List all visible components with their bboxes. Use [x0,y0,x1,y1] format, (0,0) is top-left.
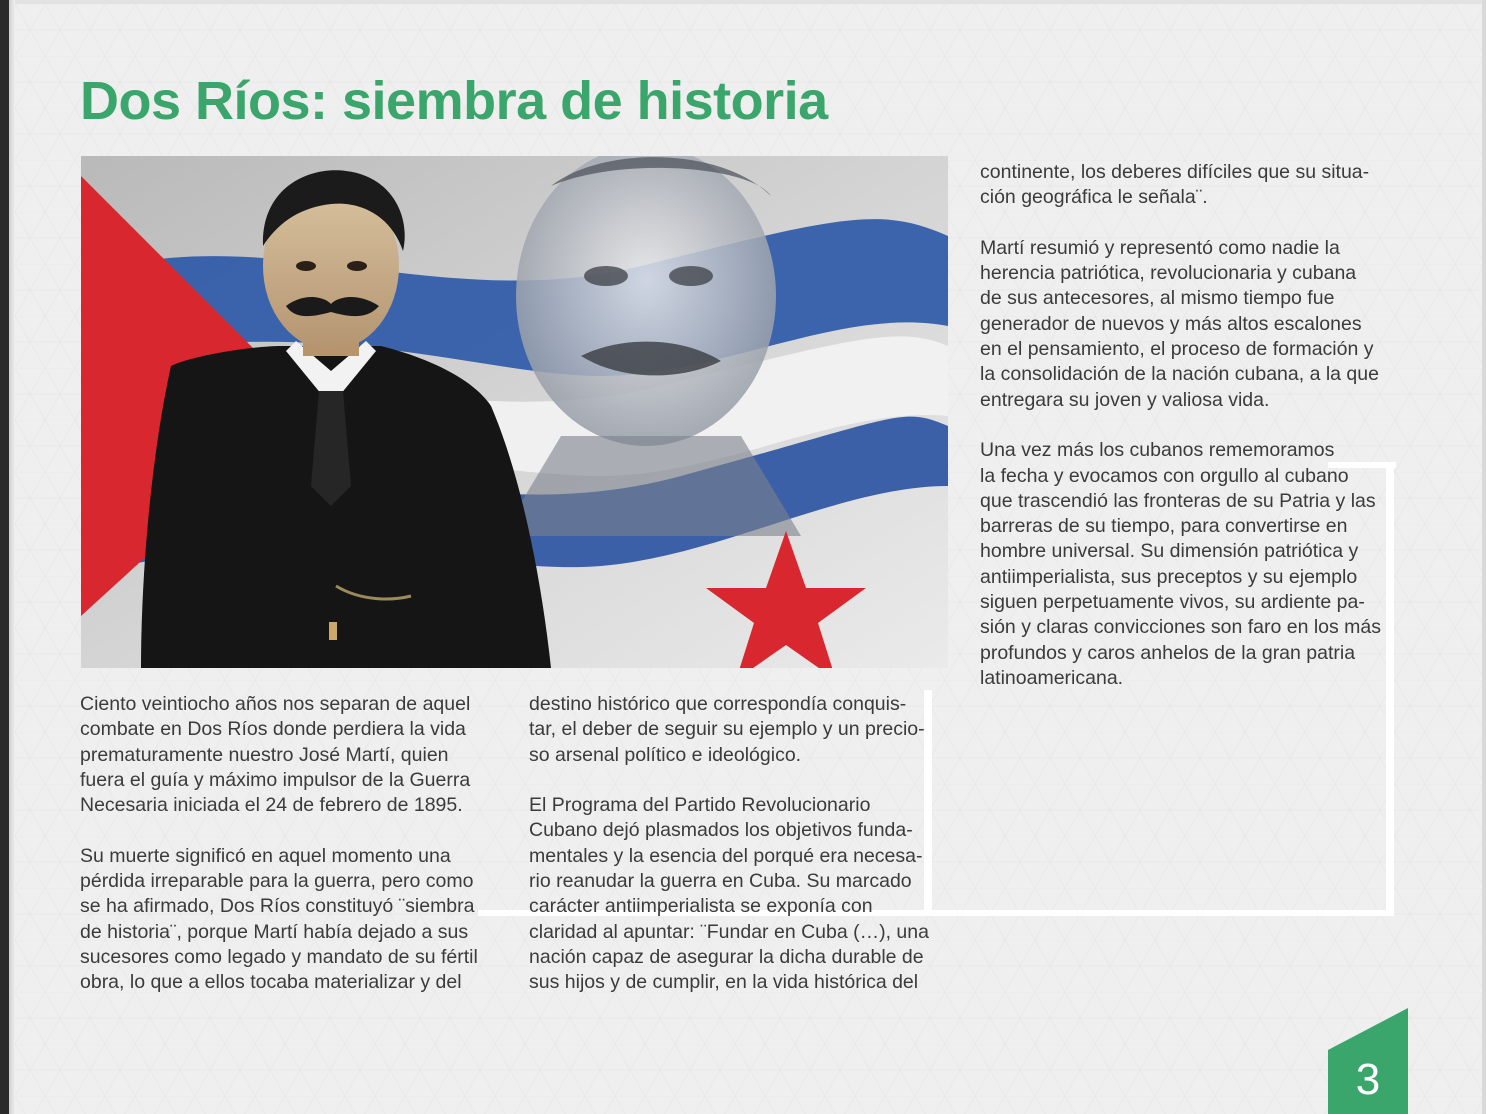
paragraph: destino histórico que correspondía conquis- tar, el deber de seguir su ejemplo y un precio- so arsenal político e ideológico. [529,693,925,766]
text-column-3 [980,160,1420,691]
paragraph: Martí resumió y representó como nadie la herencia patriótica, revolucionaria y cubana de sus antecesores, al mismo tiempo fue generador de nuevos y más altos escalones en el pensamiento, el proceso de formación y la consolidación de la nación cubana, a la que entregara su joven y valiosa vida. [980,236,1379,411]
jose-marti-flag-image [81,156,948,668]
paragraph: Ciento veintiocho años nos separan de aquel combate en Dos Ríos donde perdiera la vida prematuramente nuestro José Martí, quien fuera el guía y máximo impulsor de la Guerra Necesaria iniciada el 24 de febrero de 1895. [80,693,471,817]
page-number: 3 [1355,1055,1381,1104]
flag-portrait-illustration [81,156,948,668]
page-title: Dos Ríos: siembra de historia [80,71,828,131]
paragraph: continente, los deberes difíciles que su situa- ción geográfica le señala¨. [980,161,1370,209]
paragraph: El Programa del Partido Revolucionario Cubano dejó plasmados los objetivos funda- mentales y la esencia del porqué era necesa- rio reanudar la guerra en Cuba. Su marcado carácter antiimperialista se exponía con claridad al apuntar: ¨Fundar en Cuba (…), una nación capaz de asegurar la dicha durable de sus hijos y de cumplir, en la vida histórica del [529,794,929,994]
text-column-1 [80,692,520,996]
text-column-2 [529,692,969,996]
binding-spine [0,0,9,1114]
paragraph: Su muerte significó en aquel momento una pérdida irreparable para la guerra, pero como se ha afirmado, Dos Ríos constituyó ¨siembra de historia¨, porque Martí había dejado a sus sucesores como legado y mandato de su fértil obra, lo que a ellos tocaba materializar y del [80,844,478,994]
paragraph: Una vez más los cubanos rememoramos la fecha y evocamos con orgullo al cubano que trascendió las fronteras de su Patria y las barreras de su tiempo, para convertirse en hombre universal. Su dimensión patriótica y antiimperialista, sus preceptos y su ejemplo siguen perpetuamente vivos, su ardiente pa- sión y claras convicciones son faro en los más profundos y caros anhelos de la gran patria latinoamericana. [980,439,1382,689]
right-edge [1482,0,1486,1114]
